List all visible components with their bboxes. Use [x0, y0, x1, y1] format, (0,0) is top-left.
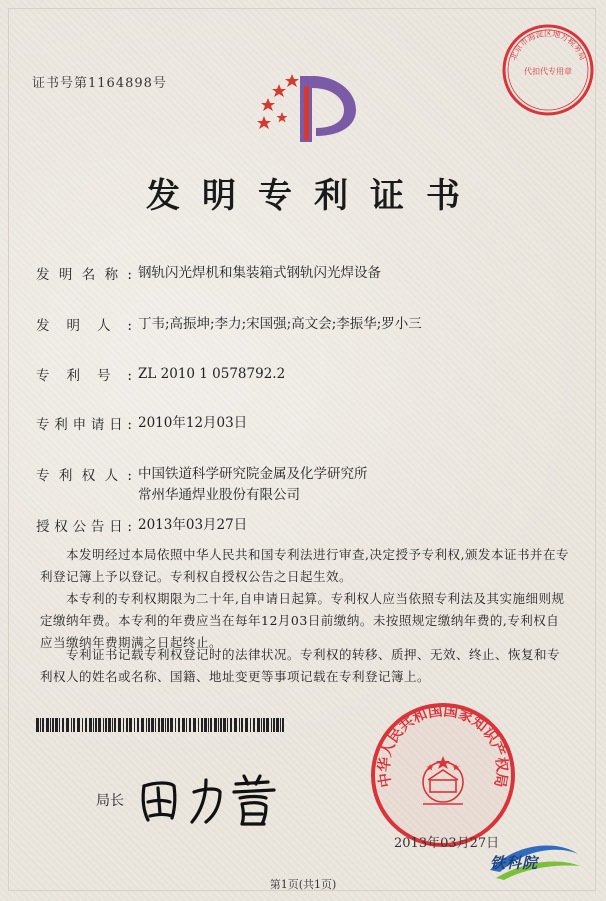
field-value: ZL 2010 1 0578792.2	[138, 366, 286, 382]
sipo-logo	[252, 66, 362, 150]
paragraph-term: 本专利的专利权期限为二十年,自申请日起算。专利权人应当依照专利法及其实施细则规定缴纳年费。本专利的年费应当在每年12月03日前缴纳。未按照规定缴纳年费的,专利权自应当缴纳年费期满之日起终止。	[40, 591, 565, 650]
field-value: 丁韦;高振坤;李力;宋国强;高文会;李振华;罗小三	[138, 316, 422, 332]
field-label: 授权公告日:	[36, 519, 132, 535]
svg-text:北京市海淀区地方税务局	[508, 28, 588, 61]
director-label: 局长	[96, 793, 124, 809]
seal-text: 中华人民共和国国家知识产权局	[376, 703, 510, 789]
field-patentee	[36, 464, 368, 506]
certificate-title: 发明专利证书	[146, 176, 482, 216]
official-seal-icon	[368, 700, 518, 850]
tax-seal-inner: 代扣代专用章	[524, 67, 572, 76]
barcode-icon	[36, 718, 286, 732]
field-inventors	[36, 314, 422, 335]
office-seal	[368, 700, 518, 854]
tax-seal-text: 北京市海淀区地方税务局	[508, 28, 588, 62]
certificate-number: 证书号第1164898号	[32, 76, 167, 91]
field-label: 专利权人:	[36, 468, 132, 484]
patent-office-logo-icon	[252, 66, 362, 146]
field-value: 2010年12月03日	[138, 415, 248, 431]
handwritten-signature	[136, 770, 296, 830]
field-invention-name	[36, 263, 381, 284]
tax-seal-icon	[500, 22, 596, 118]
field-filing-date	[36, 413, 247, 434]
field-label: 发明人:	[36, 318, 132, 334]
page-indicator: 第1页(共1页)	[269, 878, 337, 891]
field-value: 钢轨闪光焊机和集装箱式钢轨闪光焊设备	[138, 265, 381, 281]
field-value: 2013年03月27日	[138, 517, 248, 533]
field-label: 专利号:	[36, 368, 132, 384]
field-value: 中国铁道科学研究院金属及化学研究所	[138, 466, 368, 482]
field-label: 发明名称:	[36, 267, 132, 283]
field-grant-date	[36, 515, 247, 536]
field-patent-number	[36, 364, 285, 385]
field-label: 专利申请日:	[36, 417, 132, 433]
tax-seal	[500, 22, 596, 122]
seal-date: 2013年03月27日	[394, 836, 500, 851]
paragraph-legal-status: 专利证书记载专利权登记时的法律状况。专利权的转移、质押、无效、终止、恢复和专利权人的姓名或名称、国籍、地址变更等事项记载在专利登记簿上。	[40, 647, 561, 684]
corner-logo-text: 铁科院	[490, 854, 539, 872]
field-value: 常州华通焊业股份有限公司	[138, 487, 300, 503]
paragraph-grant: 本发明经过本局依照中华人民共和国专利法进行审查,决定授予专利权,颁发本证书并在专利登记簿上予以登记。专利权自授权公告之日起生效。	[40, 547, 569, 584]
